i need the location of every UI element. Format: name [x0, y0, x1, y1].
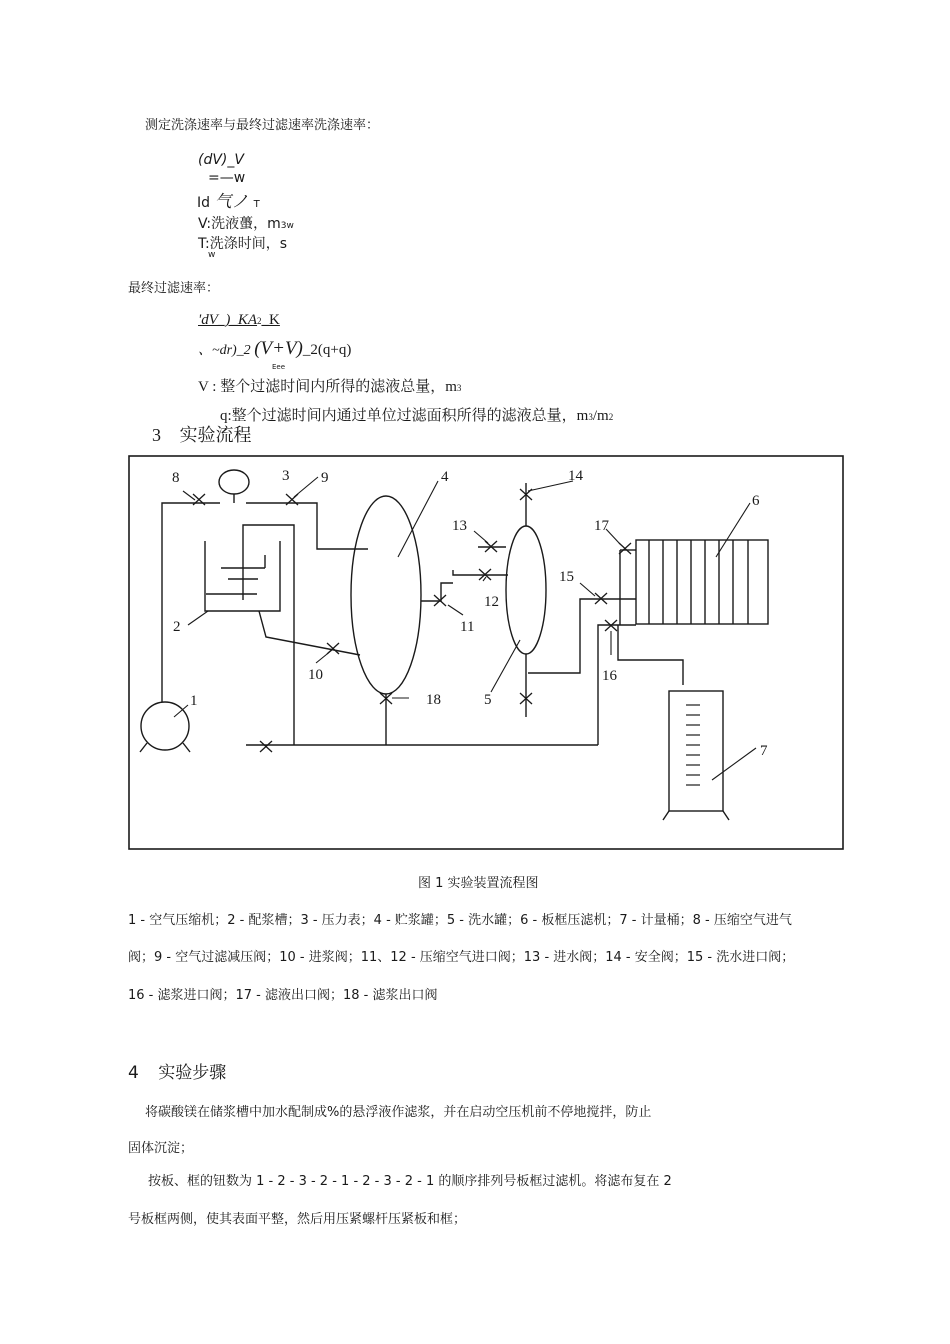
label-12: 12	[484, 594, 499, 610]
label-18: 18	[426, 692, 441, 708]
final-line2-b: (V+V)	[254, 338, 303, 359]
section4-heading	[128, 1058, 226, 1083]
wash-formula-line1: (dV)_V	[198, 152, 244, 168]
final-line2-c: _2(q+q)	[302, 342, 352, 358]
label-7: 7	[760, 743, 768, 759]
final-formula-line2	[198, 338, 351, 360]
section3-heading	[152, 421, 252, 447]
wash-def-v-text: V:洗液蠆，m	[198, 216, 281, 232]
label-1: 1	[190, 693, 198, 709]
final-formula-line1	[198, 312, 280, 329]
section4-title: 实验步骤	[158, 1063, 227, 1083]
section3-number: 3	[152, 425, 161, 445]
final-def-v	[198, 375, 461, 396]
label-8: 8	[172, 470, 180, 486]
legend-line-2: 阀；9 - 空气过滤减压阀；10 - 进浆阀；11、12 - 压缩空气进口阀；13 - 进水阀；14 - 安全阀；15 - 洗水进口阀；	[128, 950, 795, 965]
wash-formula-line3	[197, 187, 260, 212]
final-line2-a: 、~dr)_2	[198, 343, 255, 358]
figure-caption: 图 1 实验装置流程图	[418, 876, 539, 891]
step-line-1: 将碳酸镁在储浆槽中加水配制成%的悬浮液作滤浆，并在启动空压机前不停地搅拌，防止	[145, 1105, 652, 1120]
wash-def-t-sub: w	[208, 250, 216, 260]
legend-line-1: 1 - 空气压缩机；2 - 配浆槽；3 - 压力表；4 - 贮浆罐；5 - 洗水罐；6 - 板框压滤机；7 - 计量桶；8 - 压缩空气进气	[128, 913, 792, 928]
final-def-q-text: q:整个过滤时间内通过单位过滤面积所得的滤液总量，m	[220, 408, 589, 424]
wash-formula-t: T	[253, 199, 260, 210]
final-def-q	[220, 404, 613, 425]
label-17: 17	[594, 518, 609, 534]
pressure-gauge-shape	[219, 470, 249, 494]
final-def-q-mid: /m	[592, 408, 609, 424]
intro-text: 测定洗涤速率与最终过滤速率洗涤速率：	[145, 118, 380, 133]
final-def-q-sub1: 3	[588, 412, 593, 422]
label-3: 3	[282, 468, 290, 484]
step-line-4: 号板框两侧，使其表面平整，然后用压紧螺杆压紧板和框；	[128, 1212, 467, 1227]
final-rate-label: 最终过滤速率：	[128, 281, 220, 296]
label-10: 10	[308, 667, 323, 683]
wash-formula-id: Id	[197, 195, 215, 211]
label-6: 6	[752, 493, 760, 509]
label-14: 14	[568, 468, 583, 484]
label-11: 11	[460, 619, 475, 635]
valve-bottom	[260, 741, 272, 752]
wash-def-t: T:洗涤时间，s	[198, 236, 288, 252]
label-5: 5	[484, 692, 492, 708]
diagram-frame	[129, 456, 843, 849]
section3-title: 实验流程	[179, 425, 252, 445]
label-13: 13	[452, 518, 467, 534]
wash-def-v-sub: 3w	[280, 221, 294, 231]
measuring-tank-shape	[669, 691, 723, 811]
final-def-v-text: V : 整个过滤时间内所得的滤液总量，m	[198, 379, 457, 395]
final-def-v-sub: 3	[456, 383, 462, 393]
label-4: 4	[441, 469, 449, 485]
final-line1-end: _K	[261, 312, 280, 328]
label-2: 2	[173, 619, 181, 635]
label-9: 9	[321, 470, 329, 486]
final-line1-a: 'dV_)_KA	[198, 312, 258, 328]
wash-water-tank-shape	[506, 526, 546, 654]
flow-diagram	[128, 455, 844, 850]
step-line-3: 按板、框的钮数为 1 - 2 - 3 - 2 - 1 - 2 - 3 - 2 - 1 的顺序排列号板框过滤机。将滤布复在 2	[148, 1174, 672, 1189]
section4-number: 4	[128, 1063, 139, 1083]
slurry-storage-tank-shape	[351, 496, 421, 694]
valve-17	[619, 543, 631, 554]
wash-formula-line2: =—w	[208, 170, 246, 186]
label-15: 15	[559, 569, 574, 585]
step-line-2: 固体沉淀；	[128, 1141, 194, 1156]
wash-formula-qi: 气ノ	[214, 192, 249, 212]
label-16: 16	[602, 668, 617, 684]
final-line1-sub: 2	[257, 316, 262, 326]
legend-line-3: 16 - 滤浆进口阀；17 - 滤液出口阀；18 - 滤浆出口阀	[128, 988, 438, 1003]
final-line2-sub: Eee	[272, 363, 286, 371]
air-compressor-shape	[141, 702, 189, 750]
wash-def-v	[198, 213, 294, 233]
final-def-q-sub2: 2	[608, 412, 614, 422]
